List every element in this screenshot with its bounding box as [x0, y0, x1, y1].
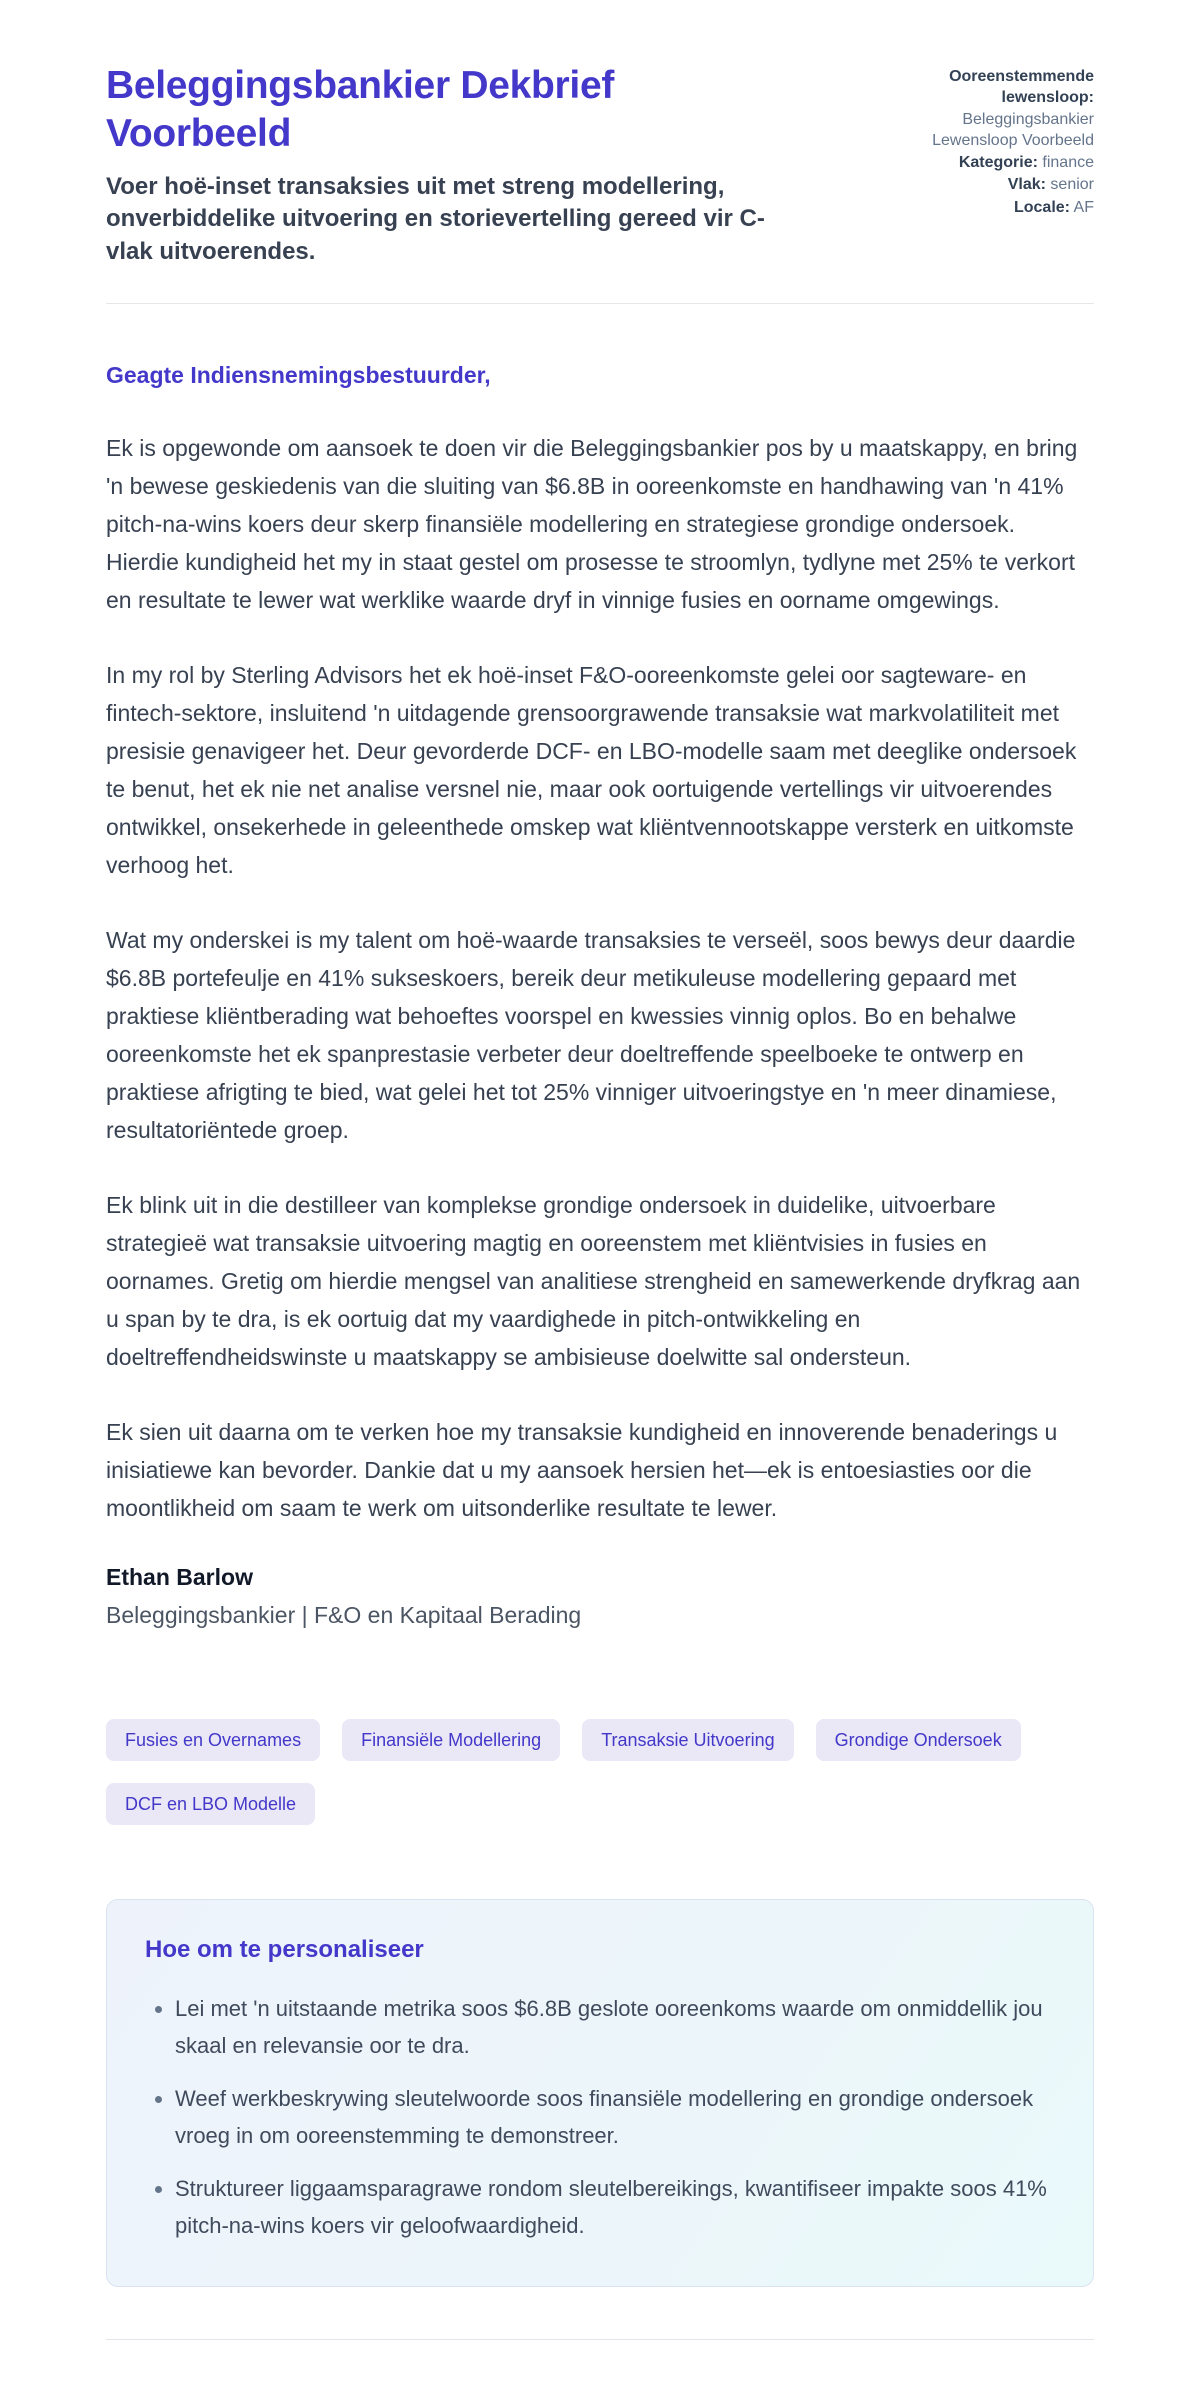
locale-label: Locale:: [1013, 198, 1070, 216]
signature-name: Ethan Barlow: [106, 1563, 253, 1590]
tag-chip[interactable]: Transaksie Uitvoering: [582, 1719, 793, 1761]
meta-panel: [880, 62, 1094, 219]
footer-divider: [106, 2339, 1094, 2340]
page-container: [106, 0, 1094, 2382]
meta-row-resume: [880, 66, 1094, 151]
tips-item: • Lei met 'n uitstaande metrika soos $6.8B geslote ooreenkoms waarde om onmiddellik jou skaal en relevansie oor te dra.: [175, 1990, 1055, 2064]
tips-title: Hoe om te personaliseer: [145, 1935, 424, 1963]
salutation: Geagte Indiensnemingsbestuurder,: [106, 361, 491, 388]
page-subtitle: Voer hoë-inset transaksies uit met streng modellering, onverbiddelike uitvoering en storievertelling gereed vir C-vlak uitvoerendes.: [106, 172, 765, 265]
tag-chip[interactable]: Fusies en Overnames: [106, 1719, 320, 1761]
tips-list: [145, 1990, 1055, 2244]
tips-item: • Weef werkbeskrywing sleutelwoorde soos finansiële modellering en grondige ondersoek vroeg in om ooreenstemming te demonstreer.: [175, 2080, 1055, 2154]
level-label: Vlak:: [1007, 176, 1046, 194]
letter-paragraph: Wat my onderskei is my talent om hoë-waarde transaksies te verseël, soos bewys deur daardie $6.8B portefeulje en 41% sukseskoers, bereik deur metikuleuse modellering gepaard met praktiese kliëntberading wat behoeftes voorspel en kwessies vinnig oplos. Bo en behalwe ooreenkomste het ek spanprestasie verbeter deur doeltreffende speelboeke te ontwerp en praktiese afrigting te bied, wat gelei het tot 25% vinniger uitvoeringstye en 'n meer dinamiese, resultatoriëntede groep.: [106, 926, 1076, 1143]
meta-row-category: [880, 152, 1094, 173]
tips-item: • Struktureer liggaamsparagrawe rondom sleutelbereikings, kwantifiseer impakte soos 41% pitch-na-wins koers vir geloofwaardigheid.: [175, 2170, 1055, 2244]
tips-card: [106, 1899, 1094, 2287]
page-header: [106, 62, 1094, 269]
level-value: senior: [1050, 176, 1094, 194]
page-title: Beleggingsbankier Dekbrief Voorbeeld: [106, 64, 615, 156]
tag-chip[interactable]: DCF en LBO Modelle: [106, 1783, 315, 1825]
matching-resume-link[interactable]: Beleggingsbankier Lewensloop Voorbeeld: [932, 110, 1094, 149]
tag-list: [106, 1719, 1094, 1825]
meta-row-locale: [880, 197, 1094, 218]
letter-paragraph: Ek is opgewonde om aansoek te doen vir die Beleggingsbankier pos by u maatskappy, en bring 'n bewese geskiedenis van die sluiting van $6.8B in ooreenkomste en handhawing van 'n 41% pitch-na-wins koers deur skerp finansiële modellering en strategiese grondige ondersoek. Hierdie kundigheid het my in staat gestel om prosesse te stroomlyn, tydlyne met 25% te verkort en resultate te lewer wat werklike waarde dryf in vinnige fusies en oorname omgewings.: [106, 434, 1078, 613]
tag-chip[interactable]: Grondige Ondersoek: [816, 1719, 1021, 1761]
header-divider: [106, 303, 1094, 304]
letter-paragraph: Ek blink uit in die destilleer van komplekse grondige ondersoek in duidelike, uitvoerbare strategieë wat transaksie uitvoering magtig en ooreenstem met kliëntvisies in fusies en oornames. Gretig om hierdie mengsel van analitiese strengheid en samewerkende dryfkrag aan u span by te dra, is ek oortuig dat my vaardighede in pitch-ontwikkeling en doeltreffendheidswinste u maatskappy se ambisieuse doelwitte sal ondersteun.: [106, 1191, 1081, 1370]
signature-role: Beleggingsbankier | F&O en Kapitaal Berading: [106, 1601, 582, 1628]
category-label: Kategorie:: [958, 154, 1038, 172]
locale-value: AF: [1073, 198, 1094, 216]
letter-paragraph: In my rol by Sterling Advisors het ek hoë-inset F&O-ooreenkomste gelei oor sagteware- en fintech-sektore, insluitend 'n uitdagende grensoorgrawende transaksie wat markvolatiliteit met presisie genavigeer het. Deur gevorderde DCF- en LBO-modelle saam met deeglike ondersoek te benut, het ek nie net analise versnel nie, maar ook oortuigende vertellings vir uitvoerendes ontwikkel, onsekerhede in geleenthede omskep wat kliëntvennootskappe versterk en uitkomste verhoog het.: [106, 661, 1077, 878]
tag-chip[interactable]: Finansiële Modellering: [342, 1719, 560, 1761]
header-left: [106, 62, 840, 269]
cover-letter: [106, 362, 1094, 1629]
category-value: finance: [1042, 154, 1094, 172]
matching-resume-label: Ooreenstemmende lewensloop:: [949, 68, 1094, 107]
letter-paragraph: Ek sien uit daarna om te verken hoe my transaksie kundigheid en innoverende benaderings u inisiatiewe kan bevorder. Dankie dat u my aansoek hersien het—ek is entoesiasties oor die moontlikheid om saam te werk om uitsonderlike resultate te lewer.: [106, 1418, 1058, 1521]
meta-row-level: [880, 174, 1094, 195]
